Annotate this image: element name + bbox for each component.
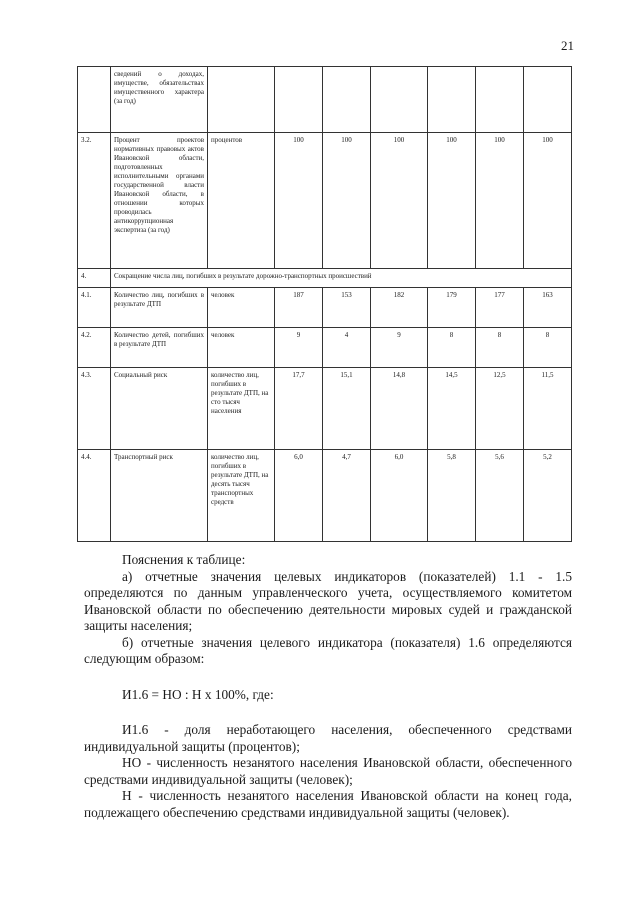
definition-n: Н - численность незанятого населения Ивановской области на конец года, подлежащего обеспечению средствами индивидуальной защиты (человек). — [84, 788, 572, 820]
row-number: 4.1. — [78, 288, 111, 328]
value-cell: 14,8 — [371, 368, 428, 450]
indicator-name: Процент проектов нормативных правовых актов Ивановской области, подготовленных исполнительными органами государственной власти Ивановской области, в отношении которых проводилась антикоррупционная экспертиза (за год) — [111, 133, 208, 269]
value-cell: 8 — [524, 328, 572, 368]
unit — [208, 67, 275, 133]
value-cell: 5,2 — [524, 450, 572, 542]
indicator-name: Социальный риск — [111, 368, 208, 450]
value-cell: 8 — [428, 328, 476, 368]
value-cell: 11,5 — [524, 368, 572, 450]
value-cell: 100 — [323, 133, 371, 269]
indicators-table — [77, 66, 572, 542]
value-cell — [323, 67, 371, 133]
value-cell: 100 — [371, 133, 428, 269]
row-number: 4.2. — [78, 328, 111, 368]
section-number: 4. — [78, 269, 111, 288]
value-cell: 9 — [275, 328, 323, 368]
unit: процентов — [208, 133, 275, 269]
table-row — [78, 288, 572, 328]
value-cell — [275, 67, 323, 133]
value-cell: 5,8 — [428, 450, 476, 542]
value-cell: 14,5 — [428, 368, 476, 450]
unit: человек — [208, 328, 275, 368]
unit: количество лиц, погибших в результате ДТП, на десять тысяч транспортных средств — [208, 450, 275, 542]
value-cell: 15,1 — [323, 368, 371, 450]
unit: количество лиц, погибших в результате ДТП, на сто тысяч населения — [208, 368, 275, 450]
value-cell: 100 — [428, 133, 476, 269]
indicator-name: Транспортный риск — [111, 450, 208, 542]
value-cell: 182 — [371, 288, 428, 328]
indicator-name: сведений о доходах, имуществе, обязательствах имущественного характера (за год) — [111, 67, 208, 133]
unit: человек — [208, 288, 275, 328]
definition-no: НО - численность незанятого населения Ивановской области, обеспеченного средствами индивидуальной защиты (человек); — [84, 755, 572, 787]
table-notes — [84, 552, 572, 821]
value-cell — [524, 67, 572, 133]
row-number: 3.2. — [78, 133, 111, 269]
section-title: Сокращение числа лиц, погибших в результате дорожно-транспортных происшествий — [111, 269, 572, 288]
value-cell: 4,7 — [323, 450, 371, 542]
value-cell: 17,7 — [275, 368, 323, 450]
note-paragraph-b: б) отчетные значения целевого индикатора (показателя) 1.6 определяются следующим образом: — [84, 634, 572, 666]
table-row — [78, 67, 572, 133]
value-cell: 179 — [428, 288, 476, 328]
value-cell: 177 — [476, 288, 524, 328]
indicator-name: Количество детей, погибших в результате ДТП — [111, 328, 208, 368]
value-cell: 100 — [476, 133, 524, 269]
definition-i16: И1.6 - доля неработающего населения, обеспеченного средствами индивидуальной защиты (процентов); — [84, 722, 572, 754]
value-cell: 6,0 — [371, 450, 428, 542]
formula: И1.6 = НО : Н x 100%, где: — [122, 686, 274, 702]
value-cell: 8 — [476, 328, 524, 368]
table-section-row — [78, 269, 572, 288]
value-cell: 100 — [275, 133, 323, 269]
table-row — [78, 133, 572, 269]
value-cell — [428, 67, 476, 133]
value-cell: 100 — [524, 133, 572, 269]
value-cell: 12,5 — [476, 368, 524, 450]
value-cell: 187 — [275, 288, 323, 328]
value-cell: 5,6 — [476, 450, 524, 542]
value-cell: 9 — [371, 328, 428, 368]
row-number — [78, 67, 111, 133]
note-paragraph-a: а) отчетные значения целевых индикаторов (показателей) 1.1 - 1.5 определяются по данным управленческого учета, осуществляемого комитетом Ивановской области по обеспечению деятельности мировых судей и гражданской защиты населения; — [84, 568, 572, 633]
table-row — [78, 328, 572, 368]
row-number: 4.3. — [78, 368, 111, 450]
row-number: 4.4. — [78, 450, 111, 542]
indicator-name: Количество лиц, погибших в результате ДТП — [111, 288, 208, 328]
table-row — [78, 450, 572, 542]
value-cell — [476, 67, 524, 133]
notes-heading: Пояснения к таблице: — [122, 552, 246, 567]
value-cell — [371, 67, 428, 133]
value-cell: 153 — [323, 288, 371, 328]
page-number: 21 — [561, 38, 574, 53]
table-row — [78, 368, 572, 450]
value-cell: 4 — [323, 328, 371, 368]
value-cell: 6,0 — [275, 450, 323, 542]
value-cell: 163 — [524, 288, 572, 328]
